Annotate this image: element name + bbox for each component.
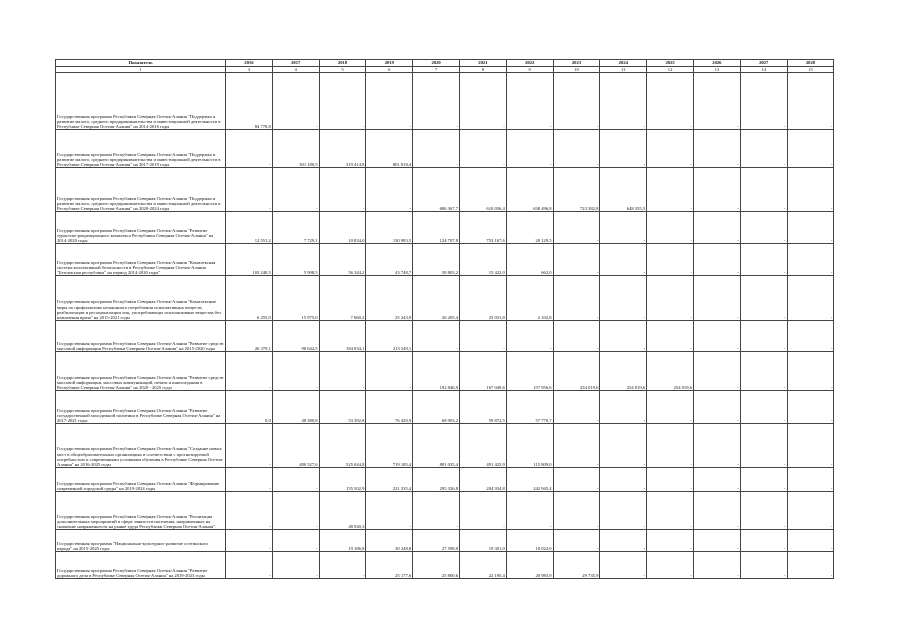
program-name: Государственная программа Республики Северная Осетия-Алания "Реализация дополнительных мероприятий в сфере занятости населения, направленных на снижение напряженности на рынке труда Республики Северная Осетия-Алания" [56, 492, 226, 530]
value-cell: - [740, 321, 787, 352]
table-body [56, 73, 834, 579]
header-year: 2017 [272, 60, 319, 67]
value-cell: 26 379,1 [226, 321, 273, 352]
value-cell: 22 195,4 [459, 552, 506, 579]
value-cell: 662,0 [506, 244, 553, 276]
value-cell: - [647, 73, 694, 130]
value-cell: 480 527,6 [272, 424, 319, 468]
table-row [56, 530, 834, 552]
header-indicator: Показатель [56, 60, 226, 67]
header-year: 2016 [226, 60, 273, 67]
value-cell: - [740, 552, 787, 579]
value-cell: - [600, 391, 647, 424]
column-number: 15 [787, 67, 834, 73]
value-cell: 753 167,6 [459, 212, 506, 244]
header-year: 2024 [600, 60, 647, 67]
value-cell: - [600, 212, 647, 244]
value-cell: - [553, 130, 600, 168]
value-cell: 84 778,8 [226, 73, 273, 130]
value-cell: 68 903,2 [413, 391, 460, 424]
column-number: 7 [413, 67, 460, 73]
value-cell: 12 551,2 [226, 212, 273, 244]
value-cell: - [272, 168, 319, 212]
column-number: 8 [459, 67, 506, 73]
value-cell: 48 380,8 [272, 391, 319, 424]
value-cell: - [647, 276, 694, 321]
program-name: Государственная программа Республики Северная Осетия-Алания "Развитие средств массовой информации Республики Северная Осетия-Алания" на 2015-2020 годы [56, 321, 226, 352]
value-cell: - [693, 492, 740, 530]
value-cell: 319 414,8 [319, 130, 366, 168]
value-cell: - [553, 244, 600, 276]
value-cell: - [787, 130, 834, 168]
value-cell: - [226, 424, 273, 468]
value-cell: 686 367,7 [413, 168, 460, 212]
value-cell: - [319, 168, 366, 212]
value-cell: - [647, 530, 694, 552]
header-year: 2020 [413, 60, 460, 67]
value-cell: - [693, 468, 740, 492]
header-year: 2028 [787, 60, 834, 67]
value-cell: - [506, 130, 553, 168]
value-cell: 30 248,8 [366, 530, 413, 552]
program-name: Государственная программа Республики Северная Осетия-Алания "Поддержка и развитие малого, среднего предпринимательства и инвестиционной деятельности в Республике Северная Осетия-Алания" на 2020-2024 годы [56, 168, 226, 212]
header-year: 2022 [506, 60, 553, 67]
value-cell: - [319, 73, 366, 130]
value-cell: - [553, 468, 600, 492]
value-cell: - [693, 212, 740, 244]
value-cell: - [787, 552, 834, 579]
value-cell: 719 185,4 [366, 424, 413, 468]
value-cell: 155 502,9 [319, 468, 366, 492]
program-name: Государственная программа Республики Северная Осетия-Алания "Развитие туристско-рекреационного комплекса Республики Северная Осетия-Алания" на 2014-2020 годы [56, 212, 226, 244]
value-cell: 5 998,5 [272, 244, 319, 276]
value-cell: - [693, 130, 740, 168]
column-number: 13 [693, 67, 740, 73]
value-cell: - [366, 168, 413, 212]
value-cell: - [647, 168, 694, 212]
value-cell: - [600, 244, 647, 276]
value-cell: - [272, 530, 319, 552]
value-cell: - [226, 492, 273, 530]
table-row [56, 352, 834, 391]
value-cell: - [647, 321, 694, 352]
value-cell: 26 205,4 [413, 276, 460, 321]
value-cell: - [506, 321, 553, 352]
header-year: 2025 [647, 60, 694, 67]
value-cell: - [226, 130, 273, 168]
value-cell: 0,0 [226, 391, 273, 424]
value-cell: 20 983,9 [506, 552, 553, 579]
value-cell: 56 344,2 [319, 244, 366, 276]
value-cell: - [693, 424, 740, 468]
value-cell: 25 031,8 [459, 276, 506, 321]
value-cell: - [787, 321, 834, 352]
header-year: 2023 [553, 60, 600, 67]
value-cell: 25 177,6 [366, 552, 413, 579]
value-cell: - [740, 424, 787, 468]
value-cell: - [366, 492, 413, 530]
value-cell: 254 019,6 [600, 352, 647, 391]
value-cell: - [600, 468, 647, 492]
column-number: 14 [740, 67, 787, 73]
value-cell: - [600, 73, 647, 130]
table-row [56, 424, 834, 468]
column-number: 11 [600, 67, 647, 73]
value-cell: - [553, 391, 600, 424]
value-cell: - [740, 352, 787, 391]
value-cell: - [740, 212, 787, 244]
value-cell: - [647, 212, 694, 244]
value-cell: - [740, 73, 787, 130]
value-cell: 90 642,5 [272, 321, 319, 352]
value-cell: - [272, 352, 319, 391]
value-cell: 10 834,0 [319, 212, 366, 244]
value-cell: 48 940,3 [319, 492, 366, 530]
header-year: 2026 [693, 60, 740, 67]
program-name: Государственная программа Республики Северная Осетия-Алания "Формирование современной городской среды" на 2019-2024 годы [56, 468, 226, 492]
value-cell: - [226, 468, 273, 492]
column-number: 10 [553, 67, 600, 73]
column-number: 12 [647, 67, 694, 73]
column-number: 3 [226, 67, 273, 73]
value-cell: 638 496,8 [506, 168, 553, 212]
value-cell: - [647, 130, 694, 168]
value-cell: - [272, 73, 319, 130]
value-cell: - [600, 424, 647, 468]
value-cell: - [553, 321, 600, 352]
header-year: 2027 [740, 60, 787, 67]
value-cell: - [647, 492, 694, 530]
value-cell: - [459, 321, 506, 352]
value-cell: 295 326,8 [413, 468, 460, 492]
value-cell: 192 846,9 [413, 352, 460, 391]
value-cell: 124 707,8 [413, 212, 460, 244]
value-cell: 115 809,0 [506, 424, 553, 468]
value-cell: - [787, 168, 834, 212]
value-cell: - [600, 276, 647, 321]
value-cell: - [647, 244, 694, 276]
header-year: 2021 [459, 60, 506, 67]
value-cell: 25 243,9 [366, 276, 413, 321]
table-row [56, 468, 834, 492]
budget-table [55, 59, 834, 579]
value-cell: 881 035,4 [413, 424, 460, 468]
value-cell: 254 019,6 [553, 352, 600, 391]
value-cell: - [740, 492, 787, 530]
program-name: Государственная программа Республики Северная Осетия-Алания "Развитие дорожного дела в Республике Северная Осетия-Алания" на 2019-2023 годы [56, 552, 226, 579]
value-cell: - [740, 391, 787, 424]
table-row [56, 276, 834, 321]
column-number: 1 [56, 67, 226, 73]
value-cell: - [226, 352, 273, 391]
value-cell: - [366, 73, 413, 130]
value-cell: 723 382,8 [553, 168, 600, 212]
table-row [56, 492, 834, 530]
value-cell: - [647, 424, 694, 468]
value-cell: 15 422,0 [459, 244, 506, 276]
value-cell: 19 186,8 [319, 530, 366, 552]
value-cell: - [459, 492, 506, 530]
value-cell: - [600, 552, 647, 579]
value-cell: - [600, 492, 647, 530]
column-number: 4 [272, 67, 319, 73]
table-row [56, 391, 834, 424]
table-row [56, 168, 834, 212]
value-cell: - [600, 530, 647, 552]
value-cell: 130 983,5 [366, 212, 413, 244]
table-row [56, 73, 834, 130]
value-cell: 25 800,6 [413, 552, 460, 579]
value-cell: 20 129,5 [506, 212, 553, 244]
value-cell: - [553, 276, 600, 321]
value-cell: 525 044,8 [319, 424, 366, 468]
value-cell: - [272, 552, 319, 579]
table-row [56, 244, 834, 276]
value-cell: - [693, 530, 740, 552]
value-cell: - [787, 492, 834, 530]
value-cell: - [413, 492, 460, 530]
program-name: Государственная программа "Национально-культурное развитие осетинского народа" на 2015-2020 годы [56, 530, 226, 552]
value-cell: - [647, 468, 694, 492]
value-cell: 157 956,6 [506, 352, 553, 391]
value-cell: - [226, 530, 273, 552]
value-cell: - [693, 321, 740, 352]
value-cell: - [787, 244, 834, 276]
value-cell: - [600, 321, 647, 352]
value-cell: - [693, 73, 740, 130]
value-cell: 18 022,0 [506, 530, 553, 552]
value-cell: - [553, 492, 600, 530]
header-row [56, 60, 834, 67]
value-cell: 2 102,8 [506, 276, 553, 321]
value-cell: - [647, 391, 694, 424]
program-name: Государственная программа Республики Северная Осетия-Алания "Комплексные меры по профилактике незаконного потребления психоактивных веществ, реабилитации и ресоциализации лиц, употребляющих психоактивные вещества без назначения врача" на 2015-2021 годы [56, 276, 226, 321]
column-number: 9 [506, 67, 553, 73]
value-cell: - [693, 168, 740, 212]
header-year: 2018 [319, 60, 366, 67]
program-name: Государственная программа Республики Северная Осетия-Алания "Комплексная система коллективной безопасности в Республике Северная Осетия-Алания "Безопасная республика" на период 2014-2020 годы" [56, 244, 226, 276]
value-cell: - [740, 244, 787, 276]
value-cell: 491 425,9 [459, 424, 506, 468]
value-cell: - [740, 130, 787, 168]
value-cell: - [413, 321, 460, 352]
value-cell: - [693, 276, 740, 321]
value-cell: 7 660,2 [319, 276, 366, 321]
value-cell: 29 735,9 [553, 552, 600, 579]
value-cell: - [366, 352, 413, 391]
value-cell: - [319, 352, 366, 391]
value-cell: - [693, 352, 740, 391]
table-row [56, 321, 834, 352]
value-cell: - [319, 552, 366, 579]
table-row [56, 212, 834, 244]
value-cell: - [553, 530, 600, 552]
value-cell: - [553, 212, 600, 244]
value-cell: 103 240,5 [226, 244, 273, 276]
value-cell: - [787, 391, 834, 424]
header-year: 2019 [366, 60, 413, 67]
value-cell: 6 255,0 [226, 276, 273, 321]
value-cell: - [553, 73, 600, 130]
value-cell: 15 975,0 [272, 276, 319, 321]
value-cell: - [506, 492, 553, 530]
value-cell: 301 180,5 [272, 130, 319, 168]
value-cell: 648 355,5 [600, 168, 647, 212]
value-cell: - [600, 130, 647, 168]
value-cell: 167 049,6 [459, 352, 506, 391]
table-row [56, 552, 834, 579]
value-cell: 59 872,5 [459, 391, 506, 424]
value-cell: - [272, 492, 319, 530]
value-cell: - [740, 276, 787, 321]
value-cell: - [226, 168, 273, 212]
column-number: 6 [366, 67, 413, 73]
program-name: Государственная программа Республики Северная Осетия-Алания "Создание новых мест в общеобразовательных организациях в соответствии с прогнозируемой потребностью и современными условиями обучения в Республике Северная Осетия-Алания" на 2016-2025 годы [56, 424, 226, 468]
value-cell: 204 934,8 [459, 468, 506, 492]
value-cell: - [787, 212, 834, 244]
program-name: Государственная программа Республики Северная Осетия-Алания "Поддержка и развитие малого, среднего предпринимательства и инвестиционной деятельности в Республике Северная Осетия-Алания" на 2014-2016 годы [56, 73, 226, 130]
value-cell: - [787, 424, 834, 468]
value-cell: 76 420,9 [366, 391, 413, 424]
value-cell: - [740, 168, 787, 212]
value-cell: - [693, 391, 740, 424]
value-cell: 43 748,7 [366, 244, 413, 276]
value-cell: - [787, 468, 834, 492]
value-cell: - [459, 73, 506, 130]
value-cell: - [740, 468, 787, 492]
value-cell: 58 803,2 [413, 244, 460, 276]
value-cell: 57 770,7 [506, 391, 553, 424]
column-number: 5 [319, 67, 366, 73]
value-cell: 53 392,8 [319, 391, 366, 424]
value-cell: - [787, 276, 834, 321]
value-cell: 7 729,1 [272, 212, 319, 244]
value-cell: 610 036,4 [459, 168, 506, 212]
value-cell: 27 598,0 [413, 530, 460, 552]
value-cell: - [740, 530, 787, 552]
value-cell: - [226, 552, 273, 579]
value-cell: - [506, 73, 553, 130]
value-cell: - [413, 130, 460, 168]
value-cell: 19 301,0 [459, 530, 506, 552]
value-cell: - [787, 352, 834, 391]
value-cell: - [272, 468, 319, 492]
value-cell: - [553, 424, 600, 468]
program-name: Государственная программа Республики Северная Осетия-Алания "Развитие средств массовой информации, массовых коммуникаций, печати и книгоиздания в Республике Северная Осетия-Алания" на 2020 - 2025 годы [56, 352, 226, 391]
value-cell: - [459, 130, 506, 168]
value-cell: - [787, 73, 834, 130]
value-cell: 242 945,4 [506, 468, 553, 492]
value-cell: 254 019,6 [647, 352, 694, 391]
value-cell: - [647, 552, 694, 579]
value-cell: 801 818,4 [366, 130, 413, 168]
value-cell: - [413, 73, 460, 130]
value-cell: - [693, 244, 740, 276]
value-cell: - [693, 552, 740, 579]
table-row [56, 130, 834, 168]
value-cell: 184 034,1 [319, 321, 366, 352]
program-name: Государственная программа Республики Северная Осетия-Алания "Развитие государственной молодежной политики в Республике Северная Осетия-Алания" на 2017-2021 годы [56, 391, 226, 424]
value-cell: 221 335,4 [366, 468, 413, 492]
program-name: Государственная программа Республики Северная Осетия-Алания "Поддержка и развитие малого, среднего предпринимательства и инвестиционной деятельности в Республике Северная Осетия-Алания" на 2017-2019 годы [56, 130, 226, 168]
value-cell: 213 549,1 [366, 321, 413, 352]
value-cell: - [787, 530, 834, 552]
